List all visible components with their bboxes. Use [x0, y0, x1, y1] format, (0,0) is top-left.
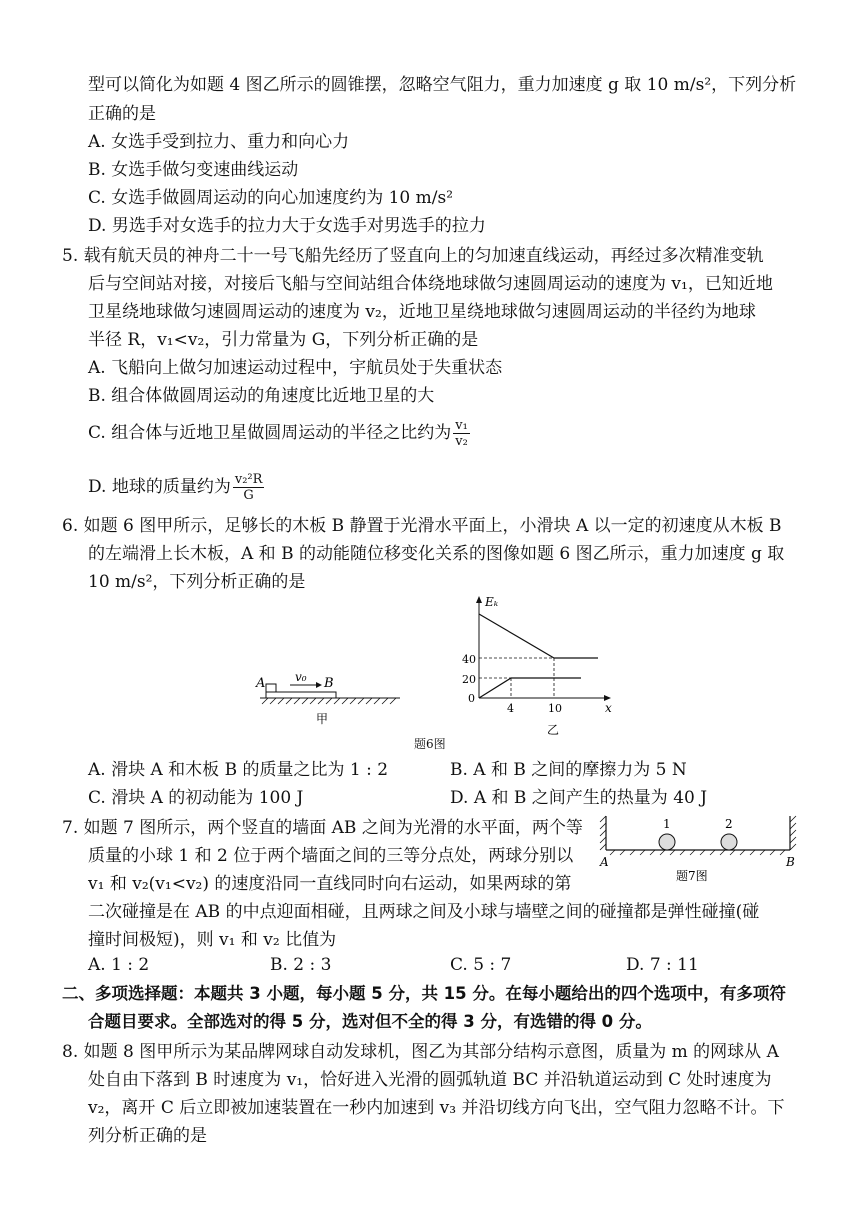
q6-figure-a	[250, 665, 410, 725]
arrow-head-icon	[476, 596, 482, 603]
q6-stem-line1: 6. 如题 6 图甲所示，足够长的木板 B 静置于光滑水平面上，小滑块 A 以一定的初速度从木板 B	[62, 516, 782, 536]
q7-option-c: C. 5 : 7	[450, 955, 512, 975]
section2-heading-line1: 二、多项选择题：本题共 3 小题，每小题 5 分，共 15 分。在每小题给出的四个选项中，有多项符	[62, 984, 786, 1003]
q5-stem-line1: 5. 载有航天员的神舟二十一号飞船先经历了竖直向上的匀加速直线运动，再经过多次精准变轨	[62, 246, 764, 266]
q7-option-a: A. 1 : 2	[88, 955, 150, 975]
q6-option-c: C. 滑块 A 的初动能为 100 J	[88, 788, 304, 808]
fig6b-curve-b	[479, 678, 581, 698]
q7-stem-line5: 撞时间极短)，则 v₁ 和 v₂ 比值为	[88, 930, 337, 950]
fig7-caption: 题7图	[676, 869, 708, 883]
q5-option-d	[88, 472, 264, 503]
q5-option-c-text: C. 组合体与近地卫星做圆周运动的半径之比约为	[88, 423, 452, 443]
q4-stem-line2: 正确的是	[88, 104, 156, 124]
q4-option-b: B. 女选手做匀变速曲线运动	[88, 160, 299, 180]
fig6b-tick-4: 4	[507, 702, 514, 715]
q5-stem-line2: 后与空间站对接，对接后飞船与空间站组合体绕地球做匀速圆周运动的速度为 v₁，已知近地	[88, 274, 773, 294]
fig6b-caption: 乙	[547, 723, 560, 737]
fig7-label-b: B	[786, 855, 795, 869]
q5-stem-line4: 半径 R，v₁<v₂，引力常量为 G，下列分析正确的是	[88, 330, 479, 350]
fig6a-ground-hatch	[262, 698, 396, 704]
fig6b-tick-20: 20	[462, 673, 476, 686]
fraction-denominator: v₂	[455, 434, 468, 449]
fig6a-label-v0: v₀	[295, 670, 307, 684]
q7-stem-line3: v₁ 和 v₂(v₁<v₂) 的速度沿同一直线同时向右运动，如果两球的第	[88, 874, 572, 894]
fig7-ball-2-label: 2	[725, 817, 733, 831]
q4-option-d: D. 男选手对女选手的拉力大于女选手对男选手的拉力	[88, 216, 486, 236]
q7-stem-line1: 7. 如题 7 图所示，两个竖直的墙面 AB 之间为光滑的水平面，两个等	[62, 818, 583, 838]
fig6b-curve-a	[479, 614, 598, 658]
fig7-floor-hatch	[610, 850, 785, 855]
fig6a-caption: 甲	[316, 712, 329, 725]
fig6b-x-label: x	[605, 701, 612, 715]
q5-option-a: A. 飞船向上做匀加速运动过程中，宇航员处于失重状态	[88, 358, 503, 378]
q7-stem-line4: 二次碰撞是在 AB 的中点迎面相碰，且两球之间及小球与墙壁之间的碰撞都是弹性碰撞(碰	[88, 902, 760, 922]
q5-stem-line3: 卫星绕地球做匀速圆周运动的速度为 v₂，近地卫星绕地球做匀速圆周运动的半径约为地球	[88, 302, 756, 322]
q7-stem-line2: 质量的小球 1 和 2 位于两个墙面之间的三等分点处，两球分别以	[88, 846, 574, 866]
fig6a-label-b: B	[324, 676, 334, 691]
q8-stem-line3: v₂，离开 C 后立即被加速装置在一秒内加速到 v₃ 并沿切线方向飞出，空气阻力忽略不计。下	[88, 1098, 785, 1118]
q5-option-c	[88, 418, 470, 449]
q5-option-d-text: D. 地球的质量约为	[88, 477, 231, 497]
q6-figure-b	[455, 592, 620, 742]
arrow-head-icon	[316, 682, 322, 688]
fig6b-tick-10: 10	[548, 702, 562, 715]
q5-option-c-fraction	[453, 418, 470, 449]
q8-stem-line4: 列分析正确的是	[88, 1126, 207, 1146]
q5-option-d-fraction	[233, 472, 265, 503]
q6-stem-line2: 的左端滑上长木板，A 和 B 的动能随位移变化关系的图像如题 6 图乙所示，重力加速度 g 取	[88, 544, 785, 564]
fig6b-origin: 0	[468, 692, 475, 705]
q7-figure	[598, 810, 803, 885]
fig7-ball-2	[721, 834, 737, 850]
q6-option-a: A. 滑块 A 和木板 B 的质量之比为 1 : 2	[88, 760, 389, 780]
q6-option-b: B. A 和 B 之间的摩擦力为 5 N	[450, 760, 687, 780]
fraction-denominator: G	[243, 488, 254, 503]
q4-option-a: A. 女选手受到拉力、重力和向心力	[88, 132, 350, 152]
q7-option-b: B. 2 : 3	[270, 955, 332, 975]
fraction-numerator: v₂²R	[234, 472, 263, 487]
q7-option-d: D. 7 : 11	[626, 955, 699, 975]
q6-figure-caption: 题6图	[414, 737, 446, 751]
fig7-label-a: A	[600, 855, 609, 869]
q4-option-c: C. 女选手做圆周运动的向心加速度约为 10 m/s²	[88, 188, 454, 208]
q6-option-d: D. A 和 B 之间产生的热量为 40 J	[450, 788, 708, 808]
fig6b-y-label: Eₖ	[485, 595, 499, 609]
fig7-left-wall-hatch	[600, 816, 606, 850]
q8-stem-line1: 8. 如题 8 图甲所示为某品牌网球自动发球机，图乙为其部分结构示意图，质量为 m 的网球从 A	[62, 1042, 779, 1062]
fraction-numerator: v₁	[455, 418, 468, 433]
fig6b-tick-40: 40	[462, 653, 476, 666]
q4-stem-line1: 型可以简化为如题 4 图乙所示的圆锥摆，忽略空气阻力，重力加速度 g 取 10 m/s²，下列分析	[88, 75, 797, 95]
fig7-ball-1	[659, 834, 675, 850]
q6-stem-line3: 10 m/s²，下列分析正确的是	[88, 572, 306, 592]
fig6a-board-b	[266, 692, 336, 698]
fig7-right-wall-hatch	[790, 816, 796, 850]
fig6a-label-a: A	[256, 676, 266, 691]
q5-option-b: B. 组合体做圆周运动的角速度比近地卫星的大	[88, 386, 435, 406]
fig6a-block-a	[266, 684, 276, 692]
section2-heading-line2: 合题目要求。全部选对的得 5 分，选对但不全的得 3 分，有选错的得 0 分。	[88, 1012, 652, 1031]
fig7-ball-1-label: 1	[663, 817, 671, 831]
q8-stem-line2: 处自由下落到 B 时速度为 v₁，恰好进入光滑的圆弧轨道 BC 并沿轨道运动到 C 处时速度为	[88, 1070, 772, 1090]
